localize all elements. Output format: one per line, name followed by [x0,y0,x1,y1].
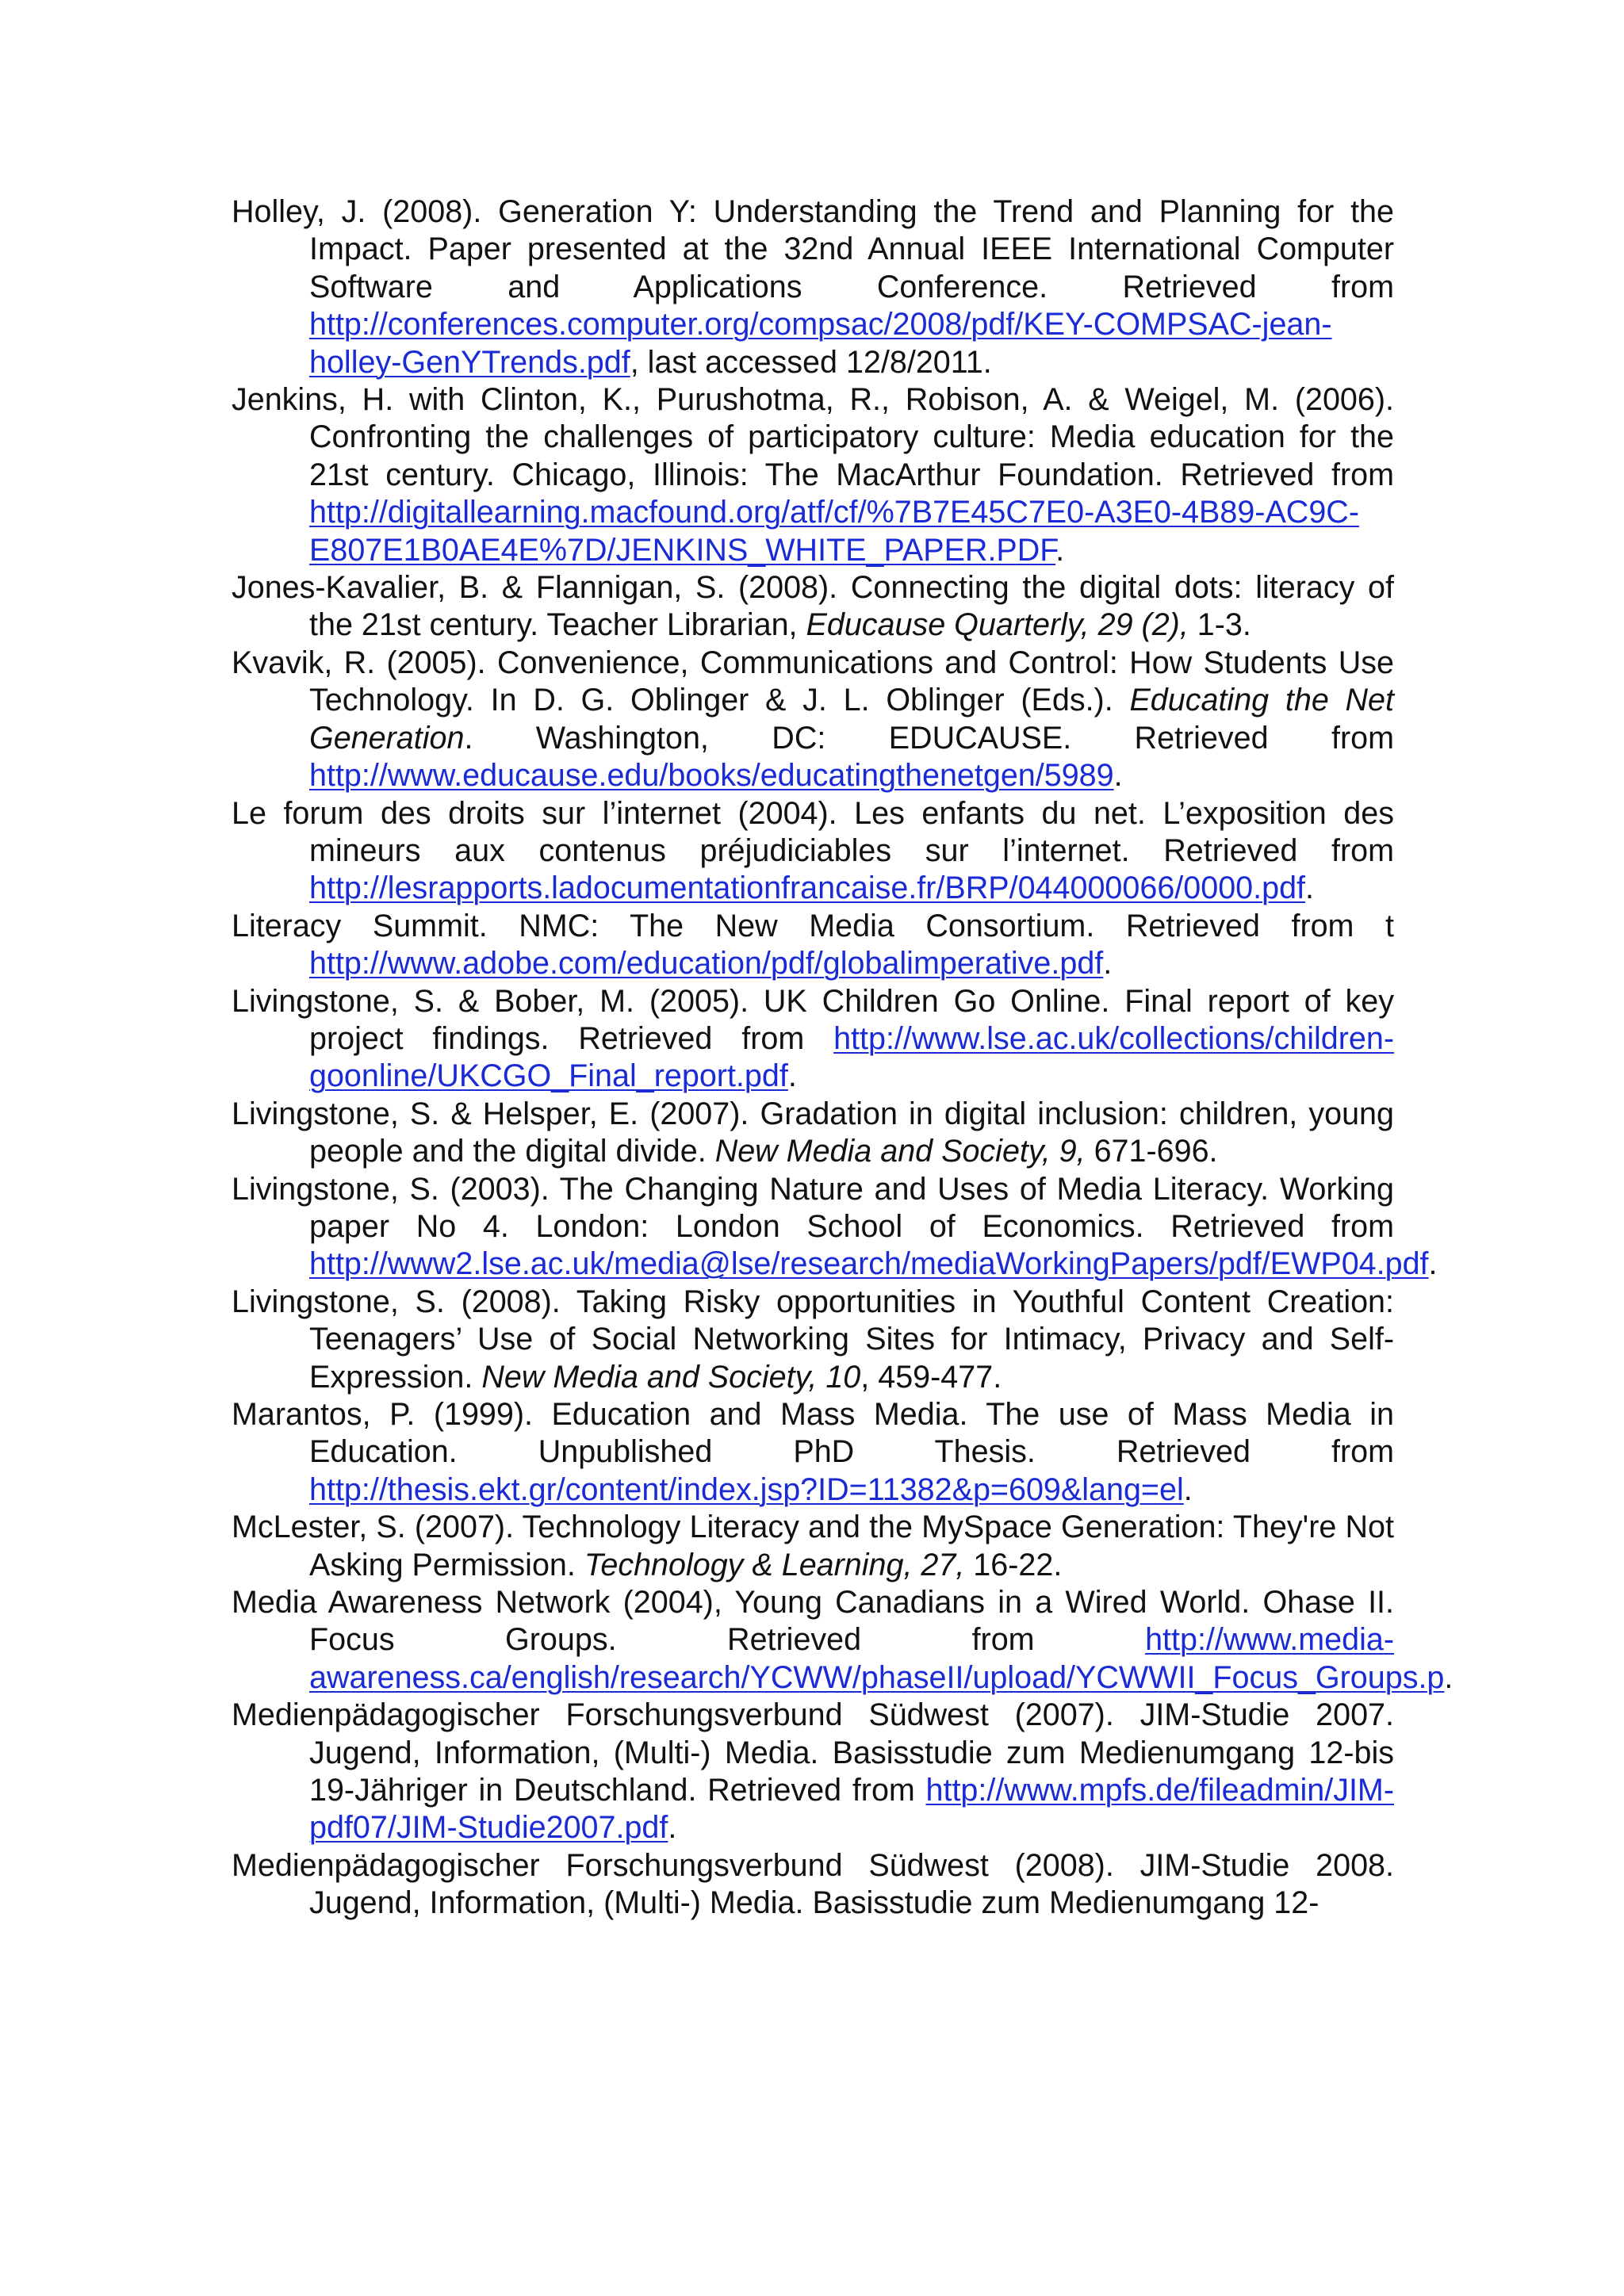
reference-link[interactable]: http://www.media-awareness.ca/english/research/YCWW/phaseII/upload/YCWWII_Focus_Groups.p [309,1622,1445,1695]
reference-text: Livingstone, S. (2003). The Changing Nature and Uses of Media Literacy. Working paper No 4. London: London School of Economics. Retrieved from [232,1171,1394,1244]
reference-text: Livingstone, S. & Bober, M. (2005). UK Children Go Online. Final report of key project findings. Retrieved from [232,983,1394,1056]
reference-text: , last accessed 12/8/2011. [630,344,992,380]
reference-text: Holley, J. (2008). Generation Y: Understanding the Trend and Planning for the Impact. Paper presented at the 32nd Annual IEEE International Computer Software and Applications Conference. Retrieved from [232,194,1394,304]
reference-text: . [1305,871,1315,906]
reference-text: . [1444,1659,1454,1695]
reference-link[interactable]: http://www2.lse.ac.uk/media@lse/research/mediaWorkingPapers/pdf/EWP04.pdf [309,1246,1429,1282]
reference-entry-kvavik [232,645,1394,795]
reference-entry-literacy-summit [232,908,1394,983]
reference-text: Medienpädagogischer Forschungsverbund Südwest (2008). JIM-Studie 2008. Jugend, Information, (Multi-) Media. Basisstudie zum Medienumgang 12- [232,1847,1394,1921]
reference-entry-livingstone-2008 [232,1284,1394,1396]
reference-entry-mpfs-2007 [232,1697,1394,1847]
reference-text: . [1183,1471,1193,1507]
reference-text: 671-696. [1085,1134,1218,1169]
reference-link[interactable]: http://www.lse.ac.uk/collections/children-goonline/UKCGO_Final_report.pdf [309,1020,1394,1094]
reference-text: Le forum des droits sur l’internet (2004). Les enfants du net. L’exposition des mineurs aux contenus préjudiciables sur l’internet. Retrieved from [232,795,1394,868]
reference-entry-jenkins [232,381,1394,569]
reference-text: Jones-Kavalier, B. & Flannigan, S. (2008). Connecting the digital dots: literacy of the 21st century. Teacher Librarian, [232,570,1394,643]
reference-text: . Washington, DC: EDUCAUSE. Retrieved from [464,720,1394,756]
reference-entry-mpfs-2008 [232,1847,1394,1923]
reference-entry-media-awareness [232,1584,1454,1697]
reference-entry-livingstone-helsper [232,1096,1394,1171]
reference-entry-livingstone-2003 [232,1171,1438,1284]
reference-text: . [787,1058,797,1094]
reference-text: . [1113,758,1123,794]
reference-text: Marantos, P. (1999). Education and Mass Media. The use of Mass Media in Education. Unpublished PhD Thesis. Retrieved from [232,1397,1394,1470]
reference-text: Livingstone, S. & Helsper, E. (2007). Gradation in digital inclusion: children, young people and the digital divide. [232,1096,1394,1169]
reference-entry-marantos [232,1396,1394,1509]
reference-entry-jones-kavalier [232,569,1394,645]
reference-entry-holley [232,193,1394,381]
reference-text: Livingstone, S. (2008). Taking Risky opportunities in Youthful Content Creation: Teenagers’ Use of Social Networking Sites for Intimacy, Privacy and Self-Expression. [232,1284,1394,1395]
reference-entry-livingstone-bober [232,983,1394,1096]
reference-link[interactable]: http://www.mpfs.de/fileadmin/JIM-pdf07/JIM-Studie2007.pdf [309,1773,1394,1846]
reference-link[interactable]: http://www.adobe.com/education/pdf/globalimperative.pdf [309,946,1104,982]
reference-text: . [1055,532,1065,568]
reference-link[interactable]: http://thesis.ekt.gr/content/index.jsp?ID=11382&p=609&lang=el [309,1471,1184,1507]
reference-text: Kvavik, R. (2005). Convenience, Communications and Control: How Students Use Technology. In D. G. Oblinger & J. L. Oblinger (Eds.). [232,645,1394,718]
reference-text: Medienpädagogischer Forschungsverbund Südwest (2007). JIM-Studie 2007. Jugend, Information, (Multi-) Media. Basisstudie zum Medienumgang 12-bis 19-Jähriger in Deutschland. Retrieved from [232,1697,1394,1808]
reference-text: Literacy Summit. NMC: The New Media Consortium. Retrieved from t [232,908,1394,943]
reference-journal: Technology & Learning, 27, [584,1547,965,1582]
reference-book-title: Educating the Net Generation [309,683,1394,756]
reference-link[interactable]: http://www.educause.edu/books/educatingthenetgen/5989 [309,758,1114,794]
reference-link[interactable]: http://conferences.computer.org/compsac/2008/pdf/KEY-COMPSAC-jean-holley-GenYTrends.pdf [309,307,1332,380]
reference-text: Media Awareness Network (2004), Young Canadians in a Wired World. Ohase II. Focus Groups. Retrieved from [232,1585,1394,1658]
reference-link[interactable]: http://digitallearning.macfound.org/atf/cf/%7B7E45C7E0-A3E0-4B89-AC9C-E807E1B0AE4E%7D/JENKINS_WHITE_PAPER.PDF [309,495,1359,568]
reference-link[interactable]: http://lesrapports.ladocumentationfrancaise.fr/BRP/044000066/0000.pdf [309,871,1306,906]
reference-text: . [668,1810,677,1846]
reference-text: . [1428,1246,1438,1282]
reference-entry-forum-droits [232,795,1394,908]
reference-text: McLester, S. (2007). Technology Literacy and the MySpace Generation: They're Not Asking Permission. [232,1510,1394,1582]
reference-entry-mclester [232,1509,1394,1584]
reference-journal: New Media and Society, 10 [481,1359,861,1395]
reference-text: , 459-477. [860,1359,1002,1395]
reference-journal: New Media and Society, 9, [714,1134,1086,1169]
reference-text: 16-22. [964,1547,1063,1582]
reference-list [232,193,1454,1923]
reference-text: . [1103,946,1113,982]
reference-text: Jenkins, H. with Clinton, K., Purushotma, R., Robison, A. & Weigel, M. (2006). Confronting the challenges of participatory culture: Media education for the 21st century. Chicago, Illinois: The MacArthur Foundation. Retrieved from [232,382,1394,492]
reference-text: 1-3. [1188,607,1251,643]
reference-journal: Educause Quarterly, 29 (2), [806,607,1189,643]
